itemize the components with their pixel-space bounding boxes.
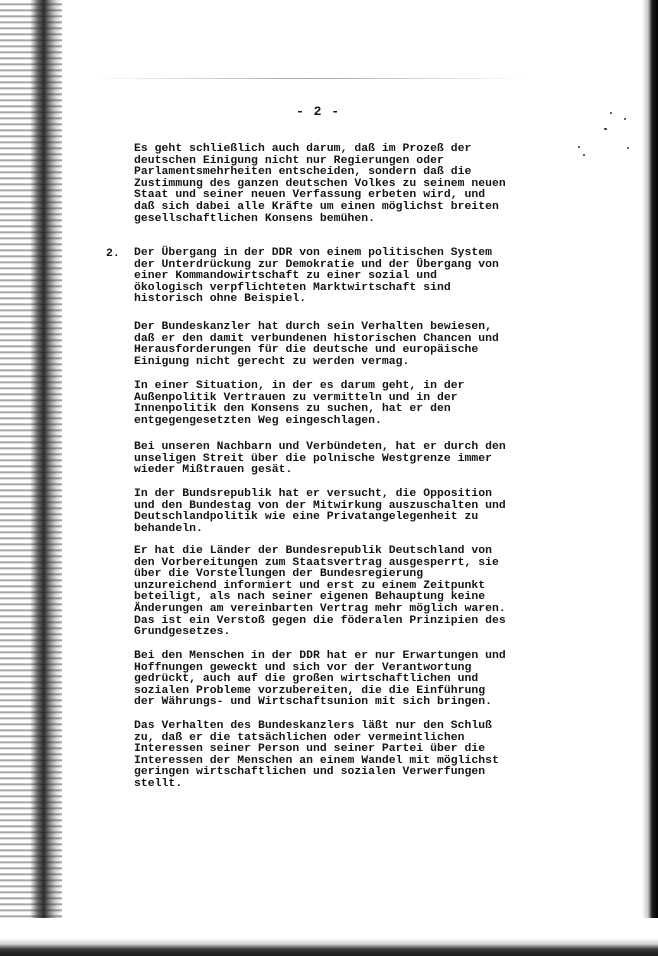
scan-speck	[624, 118, 626, 120]
paragraph-7: Bei den Menschen in der DDR hat er nur Erwartungen und Hoffnungen geweckt und sich vor der Verantwortung gedrückt, auch auf die großen wirtschaftlichen und sozialen Probleme vorzubereiten, die die Einführung der Währungs- und Wirtschaftsunion mit sich bringen.	[134, 650, 506, 709]
page-number: - 2 -	[296, 104, 341, 119]
scan-speck	[604, 128, 607, 130]
scan-speck	[610, 112, 612, 114]
scan-edge-bottom	[0, 918, 658, 956]
scan-speck	[627, 147, 629, 149]
paragraph-5: In der Bundsrepublik hat er versucht, die Opposition und den Bundestag von der Mitwirkung auszuschalten und Deutschlandpolitik wie eine Privatangelegenheit zu behandeln.	[134, 488, 506, 535]
intro-paragraph: Es geht schließlich auch darum, daß im Prozeß der deutschen Einigung nicht nur Regierungen oder Parlamentsmehrheiten entscheiden, sondern daß die Zustimmung des ganzen deutschen Volkes zu seinem neuen Staat und seiner neuen Verfassung erbeten wird, und daß sich dabei alle Kräfte um einen möglichst breiten gesellschaftlichen Konsens bemühen.	[134, 143, 506, 225]
scan-speck	[583, 154, 585, 156]
paragraph-4: Bei unseren Nachbarn und Verbündeten, hat er durch den unseligen Streit über die polnische Westgrenze immer wieder Mißtrauen gesät.	[134, 441, 506, 477]
paragraph-6: Er hat die Länder der Bundesrepublik Deutschland von den Vorbereitungen zum Staatsvertrag ausgesperrt, sie über die Vorstellungen der Bundesregierung unzureichend informiert und erst zu einem Zeitpunkt beteiligt, als nach seiner eigenen Behauptung keine Änderungen am vereinbarten Vertrag mehr möglich waren. Das ist ein Verstoß gegen die föderalen Prinzipien des Grundgesetzes.	[134, 545, 506, 639]
scan-edge-right	[642, 0, 658, 956]
paragraph-3: In einer Situation, in der es darum geht, in der Außenpolitik Vertrauen zu vermitteln und in der Innenpolitik den Konsens zu suchen, hat er den entgegengesetzten Weg eingeschlagen.	[134, 380, 465, 427]
paragraph-2: Der Bundeskanzler hat durch sein Verhalten bewiesen, daß er den damit verbundenen historischen Chancen und Herausforderungen für die deutsche und europäische Einigung nicht gerecht zu werden vermag.	[134, 321, 499, 368]
scan-top-line	[90, 78, 530, 79]
scan-edge-left	[0, 0, 62, 956]
paragraph-8: Das Verhalten des Bundeskanzlers läßt nur den Schluß zu, daß er die tatsächlichen oder vermeintlichen Interessen seiner Person und seiner Partei über die Interessen der Menschen an einem Wandel mit möglichst geringen wirtschaftlichen und sozialen Verwerfungen stellt.	[134, 720, 499, 790]
section-number: 2.	[106, 248, 120, 260]
scan-speck	[578, 146, 580, 148]
paragraph-1: Der Übergang in der DDR von einem politischen System der Unterdrückung zur Demokratie und der Übergang von einer Kommandowirtschaft zu einer sozial und ökologisch verpflichteten Marktwirtschaft sind historisch ohne Beispiel.	[134, 247, 499, 306]
